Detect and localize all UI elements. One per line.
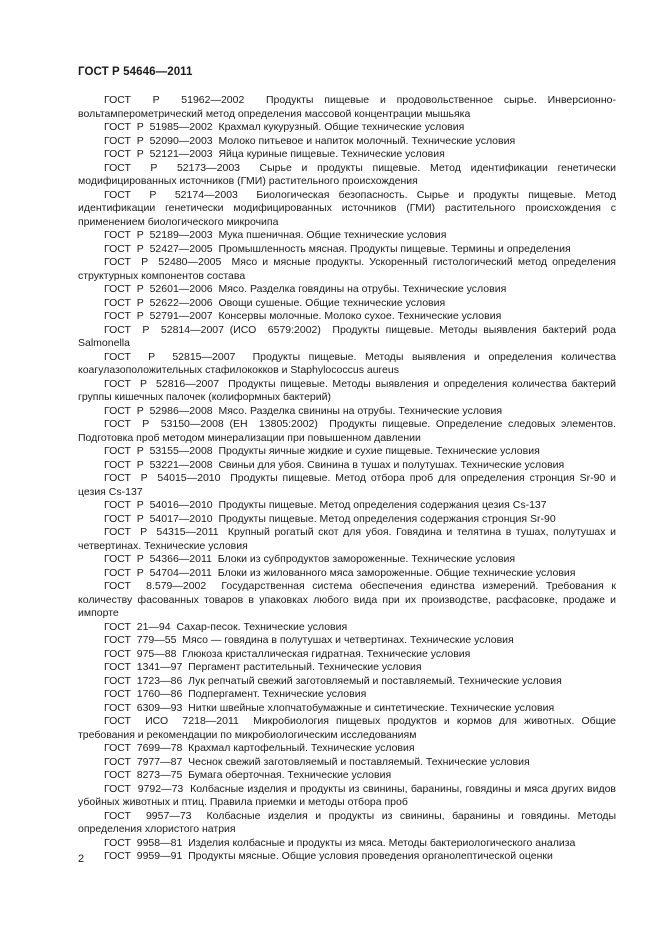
page-number: 2 xyxy=(78,853,85,865)
reference-entry: ГОСТ 1341—97 Пергамент растительный. Технические условия xyxy=(104,661,422,673)
reference-entry: ГОСТ Р 54315—2011 Крупный рогатый скот для убоя. Говядина и телятина в тушах, полутушах и четвертинах. Технические условия xyxy=(78,526,619,552)
reference-entry: ГОСТ Р 52622—2006 Овощи сушеные. Общие технические условия xyxy=(104,296,446,309)
reference-entry: ГОСТ Р 52174—2003 Биологическая безопасность. Сырье и продукты пищевые. Метод идентификации генетически модифицированных источников (ГМИ) растительного происхождения с применением биологического микрочипа xyxy=(78,188,619,228)
reference-entry: ГОСТ Р 51985—2002 Крахмал кукурузный. Общие технические условия xyxy=(104,121,465,133)
reference-entry: ГОСТ Р 52814—2007 (ИСО 6579:2002) Продукты пищевые. Методы выявления бактерий рода Salmonella xyxy=(78,323,619,349)
reference-entry: ГОСТ 9959—91 Продукты мясные. Общие условия проведения органолептической оценки xyxy=(104,850,553,862)
reference-entry: ГОСТ 8.579—2002 Государственная система обеспечения единства измерений. Требования к количеству фасованных товаров в упаковках любого вида при их производстве, расфасовке, продаже и импорте xyxy=(78,580,619,619)
reference-entry: ГОСТ 975—88 Глюкоза кристаллическая гидратная. Технические условия xyxy=(104,647,471,660)
reference-entry: ГОСТ Р 53150—2008 (ЕН 13805:2002) Продукты пищевые. Определение следовых элементов. Подготовка проб методом минерализации при повышенном давлении xyxy=(78,418,619,444)
reference-entry: ГОСТ Р 52986—2008 Мясо. Разделка свинины на отрубы. Технические условия xyxy=(104,404,503,417)
reference-entry: ГОСТ Р 52480—2005 Мясо и мясные продукты. Ускоренный гистологический метод определения структурных компонентов состава xyxy=(78,256,619,282)
reference-entry: ГОСТ Р 52121—2003 Яйца куриные пищевые. Технические условия xyxy=(104,148,445,160)
reference-entry: ГОСТ Р 52427—2005 Промышленность мясная. Продукты пищевые. Термины и определения xyxy=(104,242,571,255)
reference-entry: ГОСТ 6309—93 Нитки швейные хлопчатобумажные и синтетические. Технические условия xyxy=(104,701,555,714)
reference-entry: ГОСТ Р 52173—2003 Сырье и продукты пищевые. Метод идентификации генетически модифицированных источников (ГМИ) растительного происхождения xyxy=(78,161,619,187)
reference-entry: ГОСТ 8273—75 Бумага оберточная. Технические условия xyxy=(104,769,392,781)
reference-entry: ГОСТ Р 54015—2010 Продукты пищевые. Метод отбора проб для определения стронция Sr-90 и цезия Cs-137 xyxy=(78,472,619,498)
reference-entry: ГОСТ 1760—86 Подпергамент. Технические условия xyxy=(104,688,367,700)
reference-entry: ГОСТ 9958—81 Изделия колбасные и продукты из мяса. Методы бактериологического анализа xyxy=(104,836,576,849)
reference-entry: ГОСТ Р 54704—2011 Блоки из жилованного мяса замороженные. Общие технические условия xyxy=(104,566,576,579)
reference-entry: ГОСТ Р 54017—2010 Продукты пищевые. Метод определения содержания стронция Sr-90 xyxy=(104,512,556,525)
reference-entry: ГОСТ 779—55 Мясо — говядина в полутушах и четвертинах. Технические условия xyxy=(104,634,514,646)
reference-entry: ГОСТ Р 52815—2007 Продукты пищевые. Методы выявления и определения количества коагулазоположительных стафилококков и Staphylococcus aureus xyxy=(78,350,619,376)
reference-entry: ГОСТ 9957—73 Колбасные изделия и продукты из свинины, баранины и говядины. Методы определения хлористого натрия xyxy=(78,809,619,835)
reference-entry: ГОСТ 9792—73 Колбасные изделия и продукты из свинины, баранины, говядины и мяса других видов убойных животных и птиц. Правила приемки и методы отбора проб xyxy=(78,782,619,808)
reference-entry: ГОСТ 21—94 Сахар-песок. Технические условия xyxy=(104,620,348,633)
reference-entry: ГОСТ Р 51962—2002 Продукты пищевые и продовольственное сырье. Инверсионно-вольтамперометрический метод определения массовой концентрации мышьяка xyxy=(78,94,616,120)
normative-references-list xyxy=(78,94,619,864)
reference-entry: ГОСТ Р 52791—2007 Консервы молочные. Молоко сухое. Технические условия xyxy=(104,310,502,322)
reference-entry: ГОСТ Р 52189—2003 Мука пшеничная. Общие технические условия xyxy=(104,229,447,241)
reference-entry: ГОСТ Р 53155—2008 Продукты яичные жидкие и сухие пищевые. Технические условия xyxy=(104,445,540,457)
reference-entry: ГОСТ 1723—86 Лук репчатый свежий заготовляемый и поставляемый. Технические условия xyxy=(104,674,562,687)
reference-entry: ГОСТ 7699—78 Крахмал картофельный. Технические условия xyxy=(104,742,415,754)
reference-entry: ГОСТ Р 54016—2010 Продукты пищевые. Метод определения содержания цезия Cs-137 xyxy=(104,499,547,511)
reference-entry: ГОСТ Р 52090—2003 Молоко питьевое и напиток молочный. Технические условия xyxy=(104,134,516,147)
reference-entry: ГОСТ Р 53221—2008 Свиньи для убоя. Свинина в тушах и полутушах. Технические условия xyxy=(104,458,565,471)
reference-entry: ГОСТ ИСО 7218—2011 Микробиология пищевых продуктов и кормов для животных. Общие требования и рекомендации по микробиологическим исследованиям xyxy=(78,715,619,741)
reference-entry: ГОСТ Р 52601—2006 Мясо. Разделка говядины на отрубы. Технические условия xyxy=(104,283,507,295)
document-header: ГОСТ Р 54646—2011 xyxy=(78,66,193,78)
reference-entry: ГОСТ Р 52816—2007 Продукты пищевые. Методы выявления и определения количества бактерий группы кишечных палочек (колиформных бактерий) xyxy=(78,377,619,403)
reference-entry: ГОСТ 7977—87 Чеснок свежий заготовляемый и поставляемый. Технические условия xyxy=(104,755,530,768)
reference-entry: ГОСТ Р 54366—2011 Блоки из субпродуктов замороженные. Технические условия xyxy=(104,553,516,565)
